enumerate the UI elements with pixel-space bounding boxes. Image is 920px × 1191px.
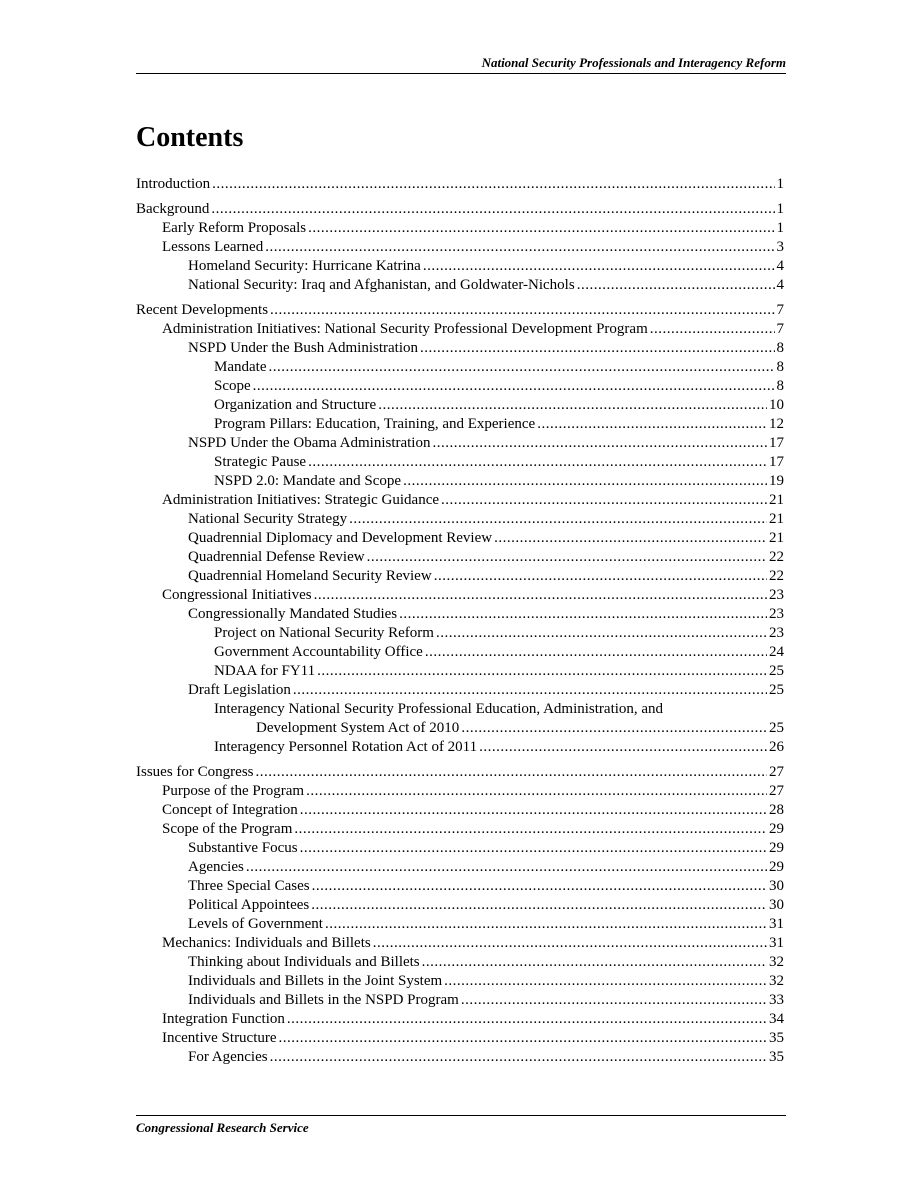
running-footer: Congressional Research Service bbox=[136, 1115, 786, 1136]
toc-entry-page: 35 bbox=[769, 1030, 784, 1046]
toc-entry-title: NDAA for FY11 bbox=[214, 663, 316, 679]
toc-entry-page: 17 bbox=[769, 435, 784, 451]
toc-entry-page: 1 bbox=[776, 176, 784, 192]
toc-entry-page: 29 bbox=[769, 840, 784, 856]
toc-entry-title: For Agencies bbox=[188, 1049, 268, 1065]
toc-entry-page: 29 bbox=[769, 821, 784, 837]
toc-entry-page: 7 bbox=[776, 302, 784, 318]
toc-entry-title: Strategic Pause bbox=[214, 454, 307, 470]
toc-entry-title: Program Pillars: Education, Training, and Experience bbox=[214, 416, 536, 432]
toc-leader-dots bbox=[420, 339, 774, 358]
toc-entry-title: Quadrennial Defense Review bbox=[188, 549, 365, 565]
toc-leader-dots bbox=[268, 358, 774, 377]
toc-entry-title: Project on National Security Reform bbox=[214, 625, 434, 641]
toc-entry-title: Quadrennial Diplomacy and Development Review bbox=[188, 530, 493, 546]
toc-entry[interactable] bbox=[136, 763, 784, 782]
toc-entry-page: 27 bbox=[769, 764, 784, 780]
toc-entry-title: Homeland Security: Hurricane Katrina bbox=[188, 258, 421, 274]
toc-entry[interactable] bbox=[136, 472, 784, 491]
toc-entry[interactable] bbox=[136, 839, 784, 858]
toc-entry-page: 24 bbox=[769, 644, 784, 660]
toc-entry-title: Quadrennial Homeland Security Review bbox=[188, 568, 432, 584]
toc-entry-page: 8 bbox=[776, 359, 784, 375]
toc-leader-dots bbox=[537, 415, 767, 434]
toc-entry-title: Recent Developments bbox=[136, 302, 269, 318]
toc-leader-dots bbox=[425, 643, 767, 662]
toc-leader-dots bbox=[444, 972, 767, 991]
toc-entry[interactable] bbox=[136, 377, 784, 396]
toc-leader-dots bbox=[479, 738, 767, 757]
toc-entry-page: 21 bbox=[769, 530, 784, 546]
toc-entry-page: 1 bbox=[776, 201, 784, 217]
toc-entry[interactable] bbox=[136, 915, 784, 934]
toc-leader-dots bbox=[279, 1029, 767, 1048]
toc-entry-title: Integration Function bbox=[162, 1011, 285, 1027]
toc-entry[interactable] bbox=[136, 339, 784, 358]
toc-entry-title: Interagency Personnel Rotation Act of 2011 bbox=[214, 739, 478, 755]
toc-entry-page: 8 bbox=[776, 340, 784, 356]
toc-entry-title: Mechanics: Individuals and Billets bbox=[162, 935, 371, 951]
toc-entry-title: Congressional Initiatives bbox=[162, 587, 312, 603]
toc-entry-title: Interagency National Security Professional Education, Administration, and bbox=[214, 701, 664, 717]
toc-entry-page: 17 bbox=[769, 454, 784, 470]
toc-entry[interactable] bbox=[136, 953, 784, 972]
toc-entry-page: 22 bbox=[769, 549, 784, 565]
toc-entry[interactable] bbox=[136, 529, 784, 548]
toc-leader-dots bbox=[432, 434, 767, 453]
toc-entry-page: 30 bbox=[769, 897, 784, 913]
toc-entry-page: 35 bbox=[769, 1049, 784, 1065]
toc-entry[interactable] bbox=[136, 700, 784, 738]
toc-leader-dots bbox=[300, 801, 767, 820]
toc-entry[interactable] bbox=[136, 681, 784, 700]
toc-leader-dots bbox=[403, 472, 767, 491]
toc-leader-dots bbox=[246, 858, 767, 877]
toc-entry[interactable] bbox=[136, 877, 784, 896]
toc-entry-page: 8 bbox=[776, 378, 784, 394]
toc-entry-title: Government Accountability Office bbox=[214, 644, 423, 660]
toc-entry[interactable] bbox=[136, 301, 784, 320]
toc-entry-page: 4 bbox=[776, 277, 784, 293]
toc-entry-page: 31 bbox=[769, 916, 784, 932]
toc-entry[interactable] bbox=[136, 820, 784, 839]
toc-leader-dots bbox=[494, 529, 767, 548]
toc-entry[interactable] bbox=[136, 896, 784, 915]
toc-leader-dots bbox=[293, 681, 767, 700]
toc-leader-dots bbox=[373, 934, 767, 953]
toc-entry-title: Concept of Integration bbox=[162, 802, 298, 818]
toc-leader-dots bbox=[349, 510, 767, 529]
toc-entry-page: 1 bbox=[776, 220, 784, 236]
toc-entry-title: Mandate bbox=[214, 359, 267, 375]
toc-entry-page: 10 bbox=[769, 397, 784, 413]
toc-entry-title: Early Reform Proposals bbox=[162, 220, 307, 236]
toc-leader-dots bbox=[211, 200, 774, 219]
toc-leader-dots bbox=[253, 377, 775, 396]
toc-entry[interactable] bbox=[136, 662, 784, 681]
table-of-contents bbox=[136, 175, 784, 1067]
toc-entry-title: National Security: Iraq and Afghanistan, and Goldwater-Nichols bbox=[188, 277, 575, 293]
toc-entry-page: 7 bbox=[776, 321, 784, 337]
toc-entry[interactable] bbox=[136, 782, 784, 801]
toc-entry[interactable] bbox=[136, 396, 784, 415]
toc-entry[interactable] bbox=[136, 586, 784, 605]
toc-entry-title: Individuals and Billets in the NSPD Program bbox=[188, 992, 459, 1008]
toc-entry[interactable] bbox=[136, 200, 784, 219]
toc-entry[interactable] bbox=[136, 567, 784, 586]
toc-leader-dots bbox=[308, 219, 774, 238]
toc-entry-title: Congressionally Mandated Studies bbox=[188, 606, 398, 622]
toc-leader-dots bbox=[311, 896, 767, 915]
toc-entry-title: Incentive Structure bbox=[162, 1030, 277, 1046]
toc-entry[interactable] bbox=[136, 972, 784, 991]
toc-entry-page: 33 bbox=[769, 992, 784, 1008]
toc-entry-page: 21 bbox=[769, 511, 784, 527]
toc-entry-page: 30 bbox=[769, 878, 784, 894]
toc-entry[interactable] bbox=[136, 548, 784, 567]
toc-entry-page: 23 bbox=[769, 587, 784, 603]
toc-entry[interactable] bbox=[136, 1048, 784, 1067]
toc-entry[interactable] bbox=[136, 934, 784, 953]
toc-entry[interactable] bbox=[136, 491, 784, 510]
toc-leader-dots bbox=[256, 763, 768, 782]
toc-leader-dots bbox=[441, 491, 767, 510]
toc-entry-title: NSPD Under the Bush Administration bbox=[188, 340, 419, 356]
toc-entry-page: 27 bbox=[769, 783, 784, 799]
toc-entry-page: 23 bbox=[769, 606, 784, 622]
toc-entry[interactable] bbox=[136, 624, 784, 643]
toc-leader-dots bbox=[650, 320, 775, 339]
toc-entry[interactable] bbox=[136, 858, 784, 877]
toc-leader-dots bbox=[270, 301, 774, 320]
toc-leader-dots bbox=[423, 257, 775, 276]
toc-leader-dots bbox=[436, 624, 767, 643]
toc-entry[interactable] bbox=[136, 415, 784, 434]
toc-entry-title: Draft Legislation bbox=[188, 682, 291, 698]
toc-entry[interactable] bbox=[136, 1010, 784, 1029]
toc-entry-title: Scope of the Program bbox=[162, 821, 293, 837]
toc-leader-dots bbox=[265, 238, 774, 257]
toc-entry-title: Introduction bbox=[136, 176, 211, 192]
toc-entry[interactable] bbox=[136, 219, 784, 238]
toc-leader-dots bbox=[312, 877, 767, 896]
toc-entry-title: Purpose of the Program bbox=[162, 783, 305, 799]
toc-leader-dots bbox=[367, 548, 767, 567]
toc-entry-title-continued: Development System Act of 2010 bbox=[256, 720, 460, 736]
toc-entry-page: 31 bbox=[769, 935, 784, 951]
toc-entry-title: Scope bbox=[214, 378, 251, 394]
toc-leader-dots bbox=[317, 662, 767, 681]
toc-entry-title: NSPD Under the Obama Administration bbox=[188, 435, 431, 451]
toc-leader-dots bbox=[434, 567, 767, 586]
toc-leader-dots bbox=[306, 782, 767, 801]
toc-entry[interactable] bbox=[136, 175, 784, 194]
toc-entry-title: Lessons Learned bbox=[162, 239, 264, 255]
toc-entry-title: Substantive Focus bbox=[188, 840, 298, 856]
toc-entry-page: 12 bbox=[769, 416, 784, 432]
toc-entry-page: 34 bbox=[769, 1011, 784, 1027]
toc-leader-dots bbox=[287, 1010, 767, 1029]
toc-entry-title: Background bbox=[136, 201, 210, 217]
toc-entry-title: Agencies bbox=[188, 859, 244, 875]
toc-entry-page: 4 bbox=[776, 258, 784, 274]
toc-entry-page: 19 bbox=[769, 473, 784, 489]
toc-entry-title: Individuals and Billets in the Joint System bbox=[188, 973, 443, 989]
toc-entry[interactable] bbox=[136, 738, 784, 757]
toc-entry-page: 3 bbox=[776, 239, 784, 255]
toc-leader-dots bbox=[461, 991, 767, 1010]
toc-entry[interactable] bbox=[136, 1029, 784, 1048]
toc-entry-title: Issues for Congress bbox=[136, 764, 254, 780]
toc-entry-title: National Security Strategy bbox=[188, 511, 348, 527]
toc-entry[interactable] bbox=[136, 643, 784, 662]
toc-entry-page: 25 bbox=[769, 720, 784, 736]
toc-entry[interactable] bbox=[136, 358, 784, 377]
toc-entry-page: 28 bbox=[769, 802, 784, 818]
toc-entry[interactable] bbox=[136, 801, 784, 820]
toc-entry[interactable] bbox=[136, 238, 784, 257]
toc-leader-dots bbox=[212, 175, 774, 194]
toc-entry-page: 26 bbox=[769, 739, 784, 755]
toc-entry[interactable] bbox=[136, 605, 784, 624]
toc-entry[interactable] bbox=[136, 453, 784, 472]
page-title: Contents bbox=[136, 122, 244, 153]
toc-entry-title: Political Appointees bbox=[188, 897, 310, 913]
toc-entry-page: 25 bbox=[769, 663, 784, 679]
toc-entry[interactable] bbox=[136, 257, 784, 276]
toc-entry-page: 23 bbox=[769, 625, 784, 641]
toc-entry-title: Administration Initiatives: Strategic Guidance bbox=[162, 492, 440, 508]
toc-entry-page: 32 bbox=[769, 954, 784, 970]
toc-leader-dots bbox=[308, 453, 767, 472]
toc-leader-dots bbox=[270, 1048, 767, 1067]
running-header: National Security Professionals and Interagency Reform bbox=[136, 55, 786, 74]
toc-entry-title: Administration Initiatives: National Security Professional Development Program bbox=[162, 321, 648, 337]
toc-entry[interactable] bbox=[136, 276, 784, 295]
toc-entry-page: 32 bbox=[769, 973, 784, 989]
toc-leader-dots bbox=[461, 719, 767, 738]
toc-leader-dots bbox=[577, 276, 775, 295]
toc-entry[interactable] bbox=[136, 434, 784, 453]
toc-leader-dots bbox=[325, 915, 767, 934]
toc-entry-page: 29 bbox=[769, 859, 784, 875]
toc-leader-dots bbox=[294, 820, 767, 839]
toc-leader-dots bbox=[422, 953, 767, 972]
toc-entry-page: 22 bbox=[769, 568, 784, 584]
toc-entry[interactable] bbox=[136, 320, 784, 339]
toc-entry[interactable] bbox=[136, 991, 784, 1010]
toc-leader-dots bbox=[378, 396, 767, 415]
toc-leader-dots bbox=[314, 586, 767, 605]
toc-entry-title: Organization and Structure bbox=[214, 397, 377, 413]
toc-entry-page: 21 bbox=[769, 492, 784, 508]
toc-leader-dots bbox=[300, 839, 767, 858]
toc-entry-title: Three Special Cases bbox=[188, 878, 310, 894]
toc-entry[interactable] bbox=[136, 510, 784, 529]
toc-leader-dots bbox=[399, 605, 767, 624]
toc-entry-page: 25 bbox=[769, 682, 784, 698]
toc-entry-title: Levels of Government bbox=[188, 916, 323, 932]
toc-entry-title: Thinking about Individuals and Billets bbox=[188, 954, 420, 970]
toc-entry-title: NSPD 2.0: Mandate and Scope bbox=[214, 473, 402, 489]
